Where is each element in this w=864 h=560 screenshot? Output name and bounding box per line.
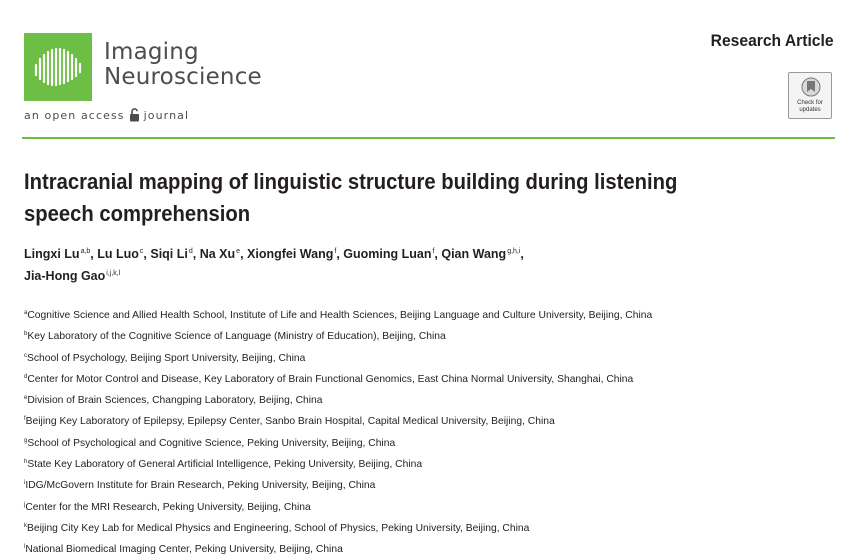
affiliation-text: Center for the MRI Research, Peking University, Beijing, China	[25, 501, 311, 513]
author-affiliation-marker: a,b	[80, 248, 91, 255]
affiliation-text: Cognitive Science and Allied Health School, Institute of Life and Health Sciences, Beijing Language and Culture University, Beijing, China	[27, 310, 653, 321]
crossmark-icon	[801, 77, 821, 97]
author-name: Guoming Luan	[343, 247, 432, 261]
affiliation-item	[24, 453, 824, 474]
author-name: Na Xu	[199, 247, 236, 261]
affiliation-marker: j	[24, 501, 26, 508]
author-line	[24, 264, 744, 286]
affiliation-text: IDG/McGovern Institute for Brain Research, Peking University, Beijing, China	[25, 480, 376, 492]
author-separator: ,	[434, 247, 442, 261]
author-affiliation-marker: f	[334, 248, 337, 255]
author-separator: ,	[192, 247, 200, 261]
affiliation-marker: k	[24, 522, 27, 529]
affiliation-marker: c	[24, 352, 27, 359]
affiliation-item	[24, 410, 824, 431]
open-access-text: an open access	[24, 108, 125, 122]
affiliation-text: Beijing Key Laboratory of Epilepsy, Epilepsy Center, Sanbo Brain Hospital, Capital Medical University, Beijing, China	[25, 416, 555, 428]
affiliation-item	[24, 325, 824, 346]
crossmark-label	[789, 100, 831, 114]
author-separator: ,	[520, 247, 524, 261]
author-separator: ,	[143, 247, 151, 261]
author-affiliation-marker: e	[236, 248, 241, 255]
article-title-line1: Intracranial mapping of linguistic structure building during listening	[24, 169, 678, 194]
author-affiliation-marker: g,h,i	[507, 248, 521, 255]
journal-name-line1: Imaging	[104, 39, 199, 65]
affiliation-list	[24, 304, 824, 560]
check-for-updates-button[interactable]	[788, 72, 832, 119]
affiliation-item	[24, 432, 824, 453]
article-title	[24, 166, 760, 230]
affiliation-item	[24, 496, 824, 517]
author-name: Xiongfei Wang	[247, 247, 334, 261]
journal-name-line2: Neuroscience	[104, 64, 262, 90]
author-separator: ,	[240, 247, 248, 261]
journal-text: journal	[143, 108, 190, 122]
crossmark-label-line2: updates	[799, 107, 821, 113]
affiliation-marker: a	[24, 310, 28, 316]
author-list	[24, 242, 744, 286]
affiliation-marker: e	[24, 395, 28, 402]
affiliation-marker: d	[24, 373, 28, 380]
open-access-tagline	[24, 108, 189, 122]
crossmark-label-line1: Check for	[797, 100, 823, 106]
author-separator: ,	[90, 247, 98, 261]
affiliation-text: State Key Laboratory of General Artificial Intelligence, Peking University, Beijing, China	[27, 459, 423, 471]
author-name: Lu Luo	[97, 247, 139, 261]
affiliation-item	[24, 474, 824, 495]
author-affiliation-marker: c	[139, 248, 144, 255]
affiliation-marker: f	[24, 416, 26, 423]
journal-name	[104, 40, 262, 90]
article-title-line2: speech comprehension	[24, 201, 251, 226]
affiliation-text: Center for Motor Control and Disease, Key Laboratory of Brain Functional Genomics, East China Normal University, Shanghai, China	[27, 373, 634, 385]
author-name: Lingxi Lu	[24, 247, 80, 261]
brain-stripes-icon	[24, 33, 92, 101]
author-affiliation-marker: f	[432, 248, 435, 255]
affiliation-text: Beijing City Key Lab for Medical Physics and Engineering, School of Physics, Peking University, Beijing, China	[27, 522, 530, 534]
author-affiliation-marker: d	[188, 248, 193, 255]
affiliation-item	[24, 304, 824, 325]
affiliation-marker: g	[24, 437, 28, 444]
affiliation-item	[24, 517, 824, 538]
affiliation-marker: i	[24, 480, 26, 487]
article-type: Research Article	[711, 31, 834, 50]
affiliation-item	[24, 368, 824, 389]
affiliation-text: Key Laboratory of the Cognitive Science of Language (Ministry of Education), Beijing, China	[27, 331, 446, 343]
author-name: Qian Wang	[441, 247, 507, 261]
affiliation-item	[24, 389, 824, 410]
author-line	[24, 242, 744, 264]
open-lock-icon	[129, 108, 140, 122]
affiliation-text: National Biomedical Imaging Center, Peking University, Beijing, China	[25, 544, 343, 556]
author-affiliation-marker: i,j,k,l	[106, 270, 121, 277]
affiliation-item	[24, 538, 824, 559]
affiliation-marker: h	[24, 459, 28, 466]
affiliation-text: School of Psychological and Cognitive Science, Peking University, Beijing, China	[27, 437, 396, 449]
affiliation-item	[24, 347, 824, 368]
author-name: Siqi Li	[150, 247, 188, 261]
affiliation-marker: l	[24, 544, 26, 551]
author-name: Jia-Hong Gao	[24, 269, 106, 283]
journal-logo	[24, 33, 92, 101]
header-divider	[22, 137, 835, 139]
author-separator: ,	[336, 247, 344, 261]
affiliation-text: Division of Brain Sciences, Changping Laboratory, Beijing, China	[27, 395, 323, 407]
affiliation-marker: b	[24, 331, 28, 338]
affiliation-text: School of Psychology, Beijing Sport University, Beijing, China	[27, 352, 306, 364]
